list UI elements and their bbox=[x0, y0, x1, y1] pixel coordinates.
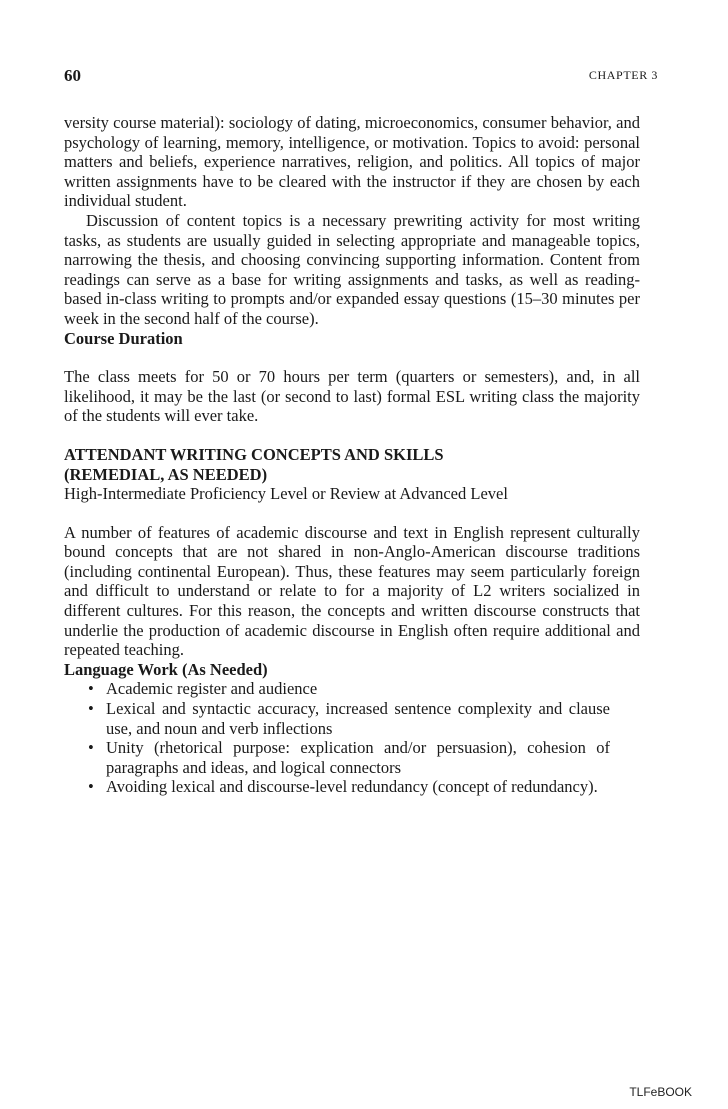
list-item-text: Academic register and audience bbox=[106, 679, 318, 699]
bullet-icon: • bbox=[88, 699, 94, 719]
section-heading-line1: ATTENDANT WRITING CONCEPTS AND SKILLS bbox=[64, 444, 444, 464]
list-item bbox=[88, 699, 640, 738]
list-item bbox=[88, 679, 640, 699]
list-item-text: Unity (rhetorical purpose: explication and/or persuasion), cohesion of paragraphs and ideas, and logical connectors bbox=[106, 738, 610, 777]
paragraph-course-duration: The class meets for 50 or 70 hours per term (quarters or semesters), and, in all likelihood, it may be the last (or second to last) formal ESL writing class the majority of the students will ever take. bbox=[64, 367, 640, 426]
paragraph-content-topics: versity course material): sociology of dating, microeconomics, consumer behavior, and psychology of learning, memory, intelligence, or motivation. Topics to avoid: personal matters and beliefs, experience narratives, religion, and politics. All topics of major written assignments have to be cleared with the instructor if they are chosen by each individual student. bbox=[64, 113, 640, 211]
bullet-icon: • bbox=[88, 679, 94, 699]
heading-language-work: Language Work (As Needed) bbox=[64, 659, 268, 679]
page-body bbox=[64, 113, 640, 797]
paragraph-academic-discourse: A number of features of academic discourse and text in English represent culturally bound concepts that are not shared in non-Anglo-American discourse traditions (including continental European). Thus, these features may seem particularly foreign and difficult to understand or relate to for a majority of L2 writers socialized in different cultures. For this reason, the concepts and written discourse constructs that underlie the production of academic discourse in English often require additional and repeated teaching. bbox=[64, 522, 640, 660]
section-heading bbox=[64, 445, 640, 484]
running-head: CHAPTER 3 bbox=[588, 68, 658, 82]
list-item-text: Lexical and syntactic accuracy, increased sentence complexity and clause use, and noun and verb inflections bbox=[106, 699, 610, 738]
list-item-text: Avoiding lexical and discourse-level redundancy (concept of redundancy). bbox=[106, 777, 598, 797]
bullet-icon: • bbox=[88, 738, 94, 758]
paragraph-prewriting: Discussion of content topics is a necessary prewriting activity for most writing tasks, as students are usually guided in selecting appropriate and manageable topics, narrowing the thesis, and choosing convincing supporting information. Content from readings can serve as a base for writing assignments and tasks, as well as reading-based in-class writing to prompts and/or expanded essay questions (15–30 minutes per week in the second half of the course). bbox=[64, 210, 640, 328]
language-work-list bbox=[64, 679, 640, 797]
bullet-icon: • bbox=[88, 777, 94, 797]
section-heading-line2: (REMEDIAL, AS NEEDED) bbox=[64, 464, 268, 484]
list-item bbox=[88, 738, 640, 777]
list-item bbox=[88, 777, 640, 797]
heading-course-duration: Course Duration bbox=[64, 328, 183, 348]
page-header bbox=[64, 66, 658, 88]
page-number: 60 bbox=[64, 66, 81, 85]
proficiency-level-line: High-Intermediate Proficiency Level or Review at Advanced Level bbox=[64, 484, 508, 504]
watermark: TLFeBOOK bbox=[629, 1085, 692, 1099]
